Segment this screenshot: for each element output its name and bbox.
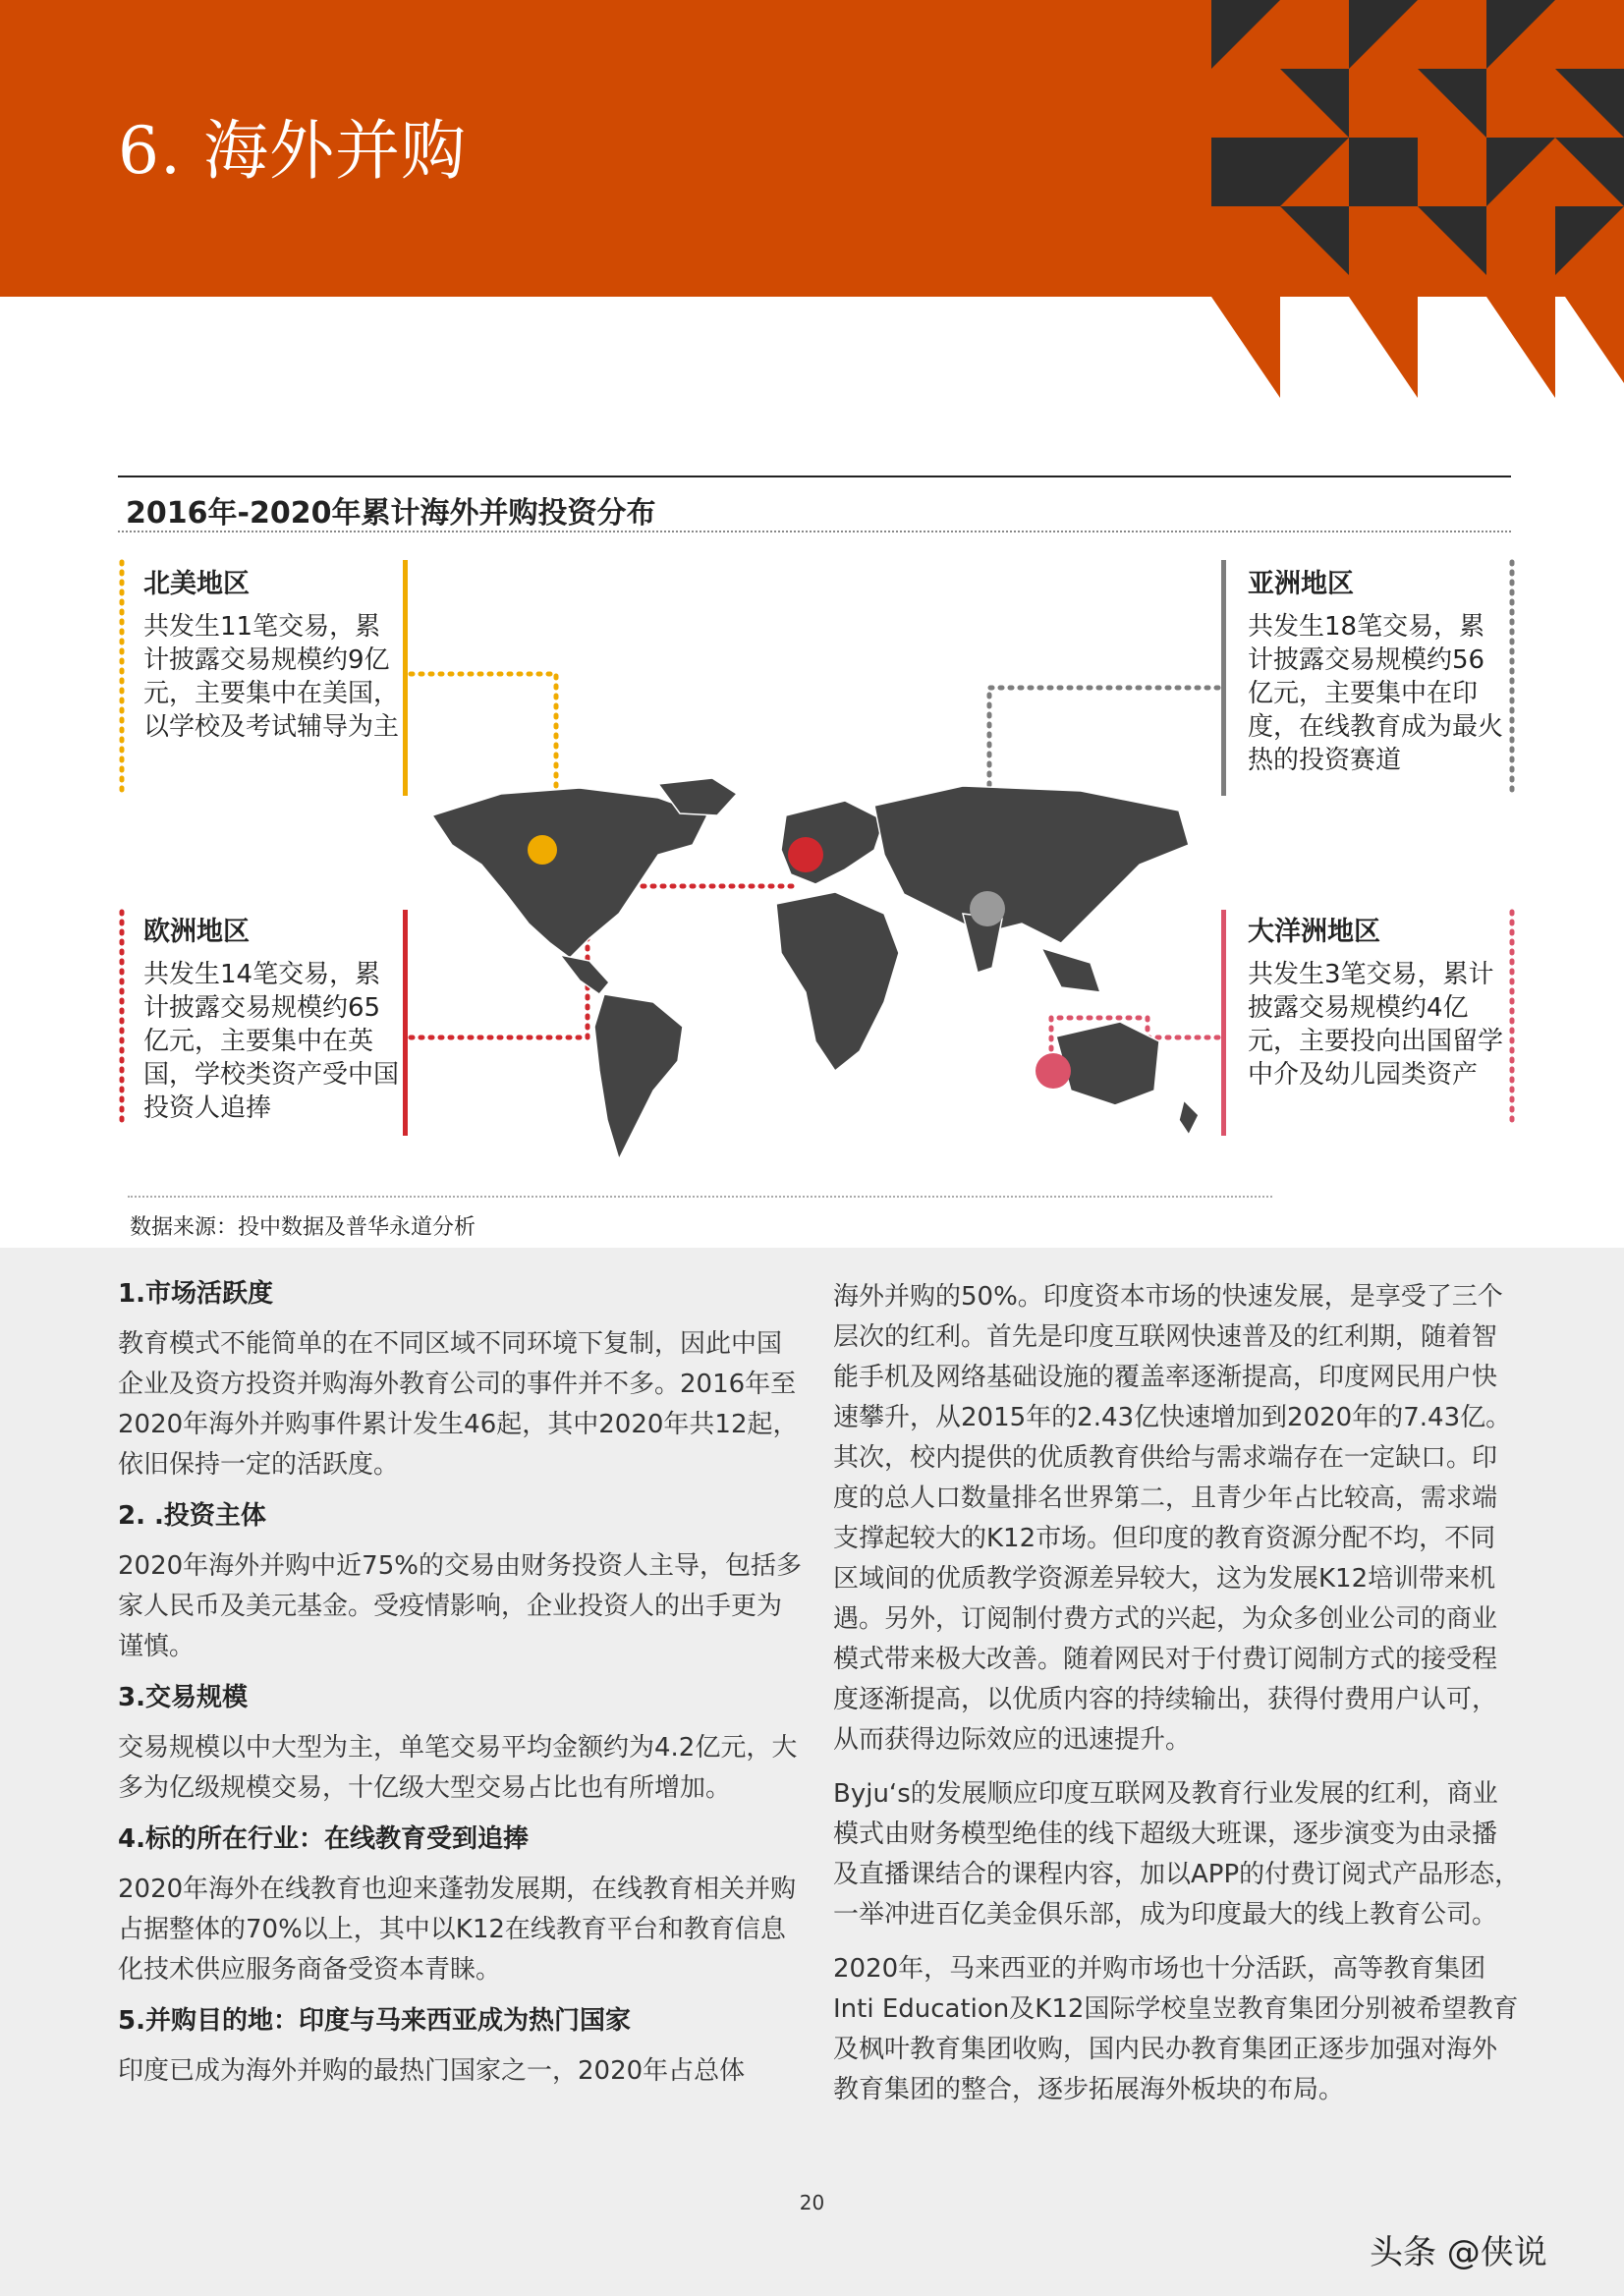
section-paragraph: Byju‘s的发展顺应印度互联网及教育行业发展的红利，商业模式由财务模型绝佳的线下超级大班课，逐步演变为由录播及直播课结合的课程内容，加以APP的付费订阅式产品形态，一举冲进百亿美金俱乐部，成为印度最大的线上教育公司。 [833,1779,1521,1930]
section-paragraph: 2020年，马来西亚的并购市场也十分活跃，高等教育集团Inti Education及K12国际学校皇岦教育集团分别被希望教育及枫叶教育集团收购，国内民办教育集团正逐步加强对海外教育集团的整合，逐步拓展海外板块的布局。 [833,1954,1519,2104]
section-paragraph: 教育模式不能简单的在不同区域不同环境下复制，因此中国企业及资方投资并购海外教育公司的事件并不多。2016年至2020年海外并购事件累计发生46起，其中2020年共12起，依旧保持一定的活跃度。 [118,1329,799,1480]
section-heading: 1.市场活跃度 [118,1279,273,1309]
region-description: 共发生14笔交易，累计披露交易规模约65亿元，主要集中在英国，学校类资产受中国投资人追捧 [143,960,400,1123]
region-description: 共发生3笔交易，累计披露交易规模约4亿元，主要投向出国留学中介及幼儿园类资产 [1248,960,1504,1090]
text-column-left [118,1277,806,2105]
map-southeast-asia [1041,948,1100,992]
map-asia [874,786,1189,943]
marker-europe [788,837,823,872]
section-heading: 5.并购目的地：印度与马来西亚成为热门国家 [118,2006,631,2036]
page-title: 6. 海外并购 [118,113,467,189]
region-europe [143,910,399,1125]
region-description: 共发生11笔交易，累计披露交易规模约9亿元，主要集中在美国，以学校及考试辅导为主 [143,612,400,742]
region-oceania [1248,910,1503,1092]
section-paragraph: 海外并购的50%。印度资本市场的快速发展，是享受了三个层次的红利。首先是印度互联网快速普及的红利期，随着智能手机及网络基础设施的覆盖率逐渐提高，印度网民用户快速攀升，从2015年的2.43亿快速增加到2020年的7.43亿。其次，校内提供的优质教育供给与需求端存在一定缺口。印度的总人口数量排名世界第二，且青少年占比较高，需求端支撑起较大的K12市场。但印度的教育资源分配不均，不同区域间的优质教学资源差异较大，这为发展K12培训带来机遇。另外，订阅制付费方式的兴起，为众多创业公司的商业模式带来极大改善。随着网民对于付费订阅制方式的接受程度逐渐提高，以优质内容的持续输出，获得付费用户认可，从而获得边际效应的迅速提升。 [833,1282,1512,1755]
watermark: 头条 @侠说 [1370,2233,1547,2272]
section-heading: 4.标的所在行业：在线教育受到追捧 [118,1824,529,1854]
region-name: 北美地区 [143,569,250,599]
section-heading: 2. .投资主体 [118,1501,266,1531]
region-north-america [143,562,399,744]
section-paragraph: 印度已成为海外并购的最热门国家之一，2020年占总体 [118,2056,746,2086]
region-name: 大洋洲地区 [1248,917,1380,947]
world-map [413,776,1218,1169]
region-name: 欧洲地区 [143,917,250,947]
figure-title: 2016年-2020年累计海外并购投资分布 [126,496,656,531]
region-description: 共发生18笔交易，累计披露交易规模约56亿元，主要集中在印度，在线教育成为最火热的投资赛道 [1248,612,1504,775]
region-name: 亚洲地区 [1248,569,1354,599]
map-north-america [432,788,707,958]
section-paragraph: 2020年海外在线教育也迎来蓬勃发展期，在线教育相关并购占据整体的70%以上，其中以K12在线教育平台和教育信息化技术供应服务商备受资本青睐。 [118,1875,797,1985]
figure-source: 数据来源：投中数据及普华永道分析 [130,1215,476,1240]
map-africa [776,892,899,1071]
marker-asia [970,891,1005,926]
region-asia [1248,562,1503,777]
marker-oceania [1036,1053,1071,1089]
map-central-america [560,955,609,994]
marker-north-america [528,835,557,865]
map-new-zealand [1179,1100,1199,1135]
map-australia [1056,1022,1159,1105]
section-heading: 3.交易规模 [118,1683,248,1712]
section-paragraph: 2020年海外并购中近75%的交易由财务投资人主导，包括多家人民币及美元基金。受疫情影响，企业投资人的出手更为谨慎。 [118,1551,802,1661]
text-column-right [833,1277,1521,2124]
page-number: 20 [799,2191,825,2214]
map-south-america [594,994,683,1159]
figure-bottom-divider [128,1196,1272,1198]
section-paragraph: 交易规模以中大型为主，单笔交易平均金额约为4.2亿元，大多为亿级规模交易，十亿级大型交易占比也有所增加。 [118,1733,798,1803]
